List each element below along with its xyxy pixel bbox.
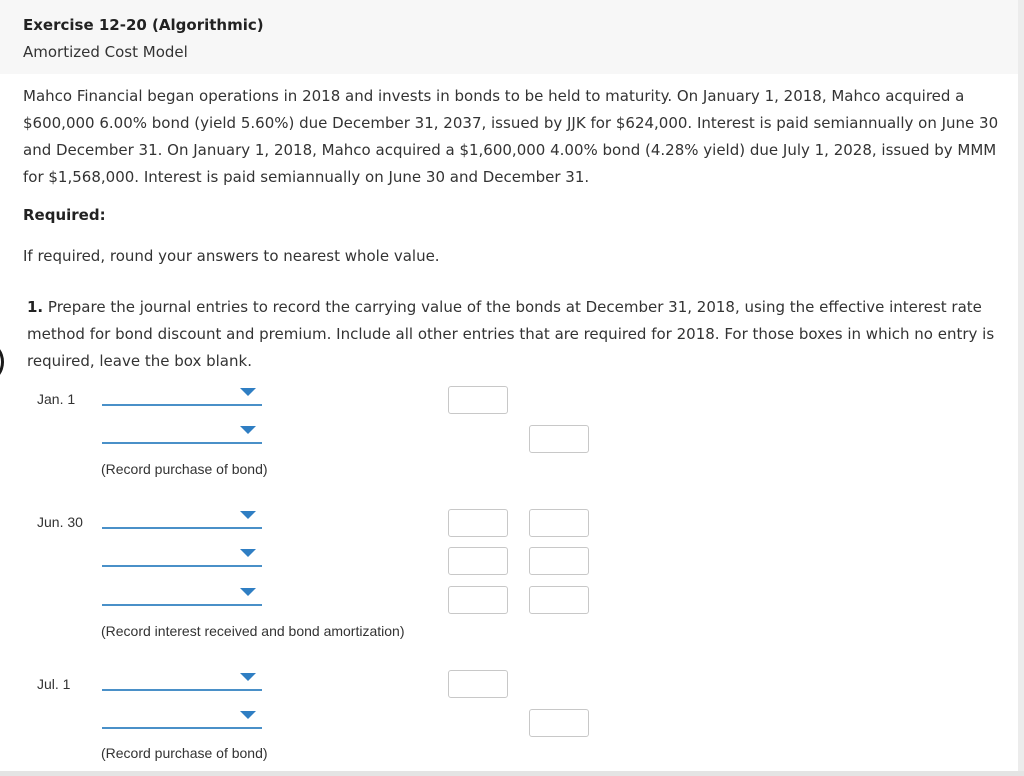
rounding-note: If required, round your answers to nearest whole value. [23,247,440,265]
question-instruction [27,294,1012,375]
account-select-jul-1-debit[interactable] [102,669,262,691]
question-number: 1. [27,298,44,316]
chevron-down-icon [240,549,256,557]
entry-date-jan-1: Jan. 1 [37,391,76,407]
entry-memo-jul-1: (Record purchase of bond) [101,745,268,761]
credit-amount-jan-1[interactable] [529,425,589,453]
entry-memo-jun-30: (Record interest received and bond amortization) [101,623,405,639]
required-label: Required: [23,206,106,224]
account-select-jun-30-line-1[interactable] [102,507,262,529]
entry-memo-jan-1: (Record purchase of bond) [101,461,268,477]
debit-amount-jan-1[interactable] [448,386,508,414]
account-select-jun-30-line-2[interactable] [102,545,262,567]
chevron-down-icon [240,511,256,519]
account-select-jun-30-line-3[interactable] [102,584,262,606]
problem-statement: Mahco Financial began operations in 2018 and invests in bonds to be held to maturity. On January 1, 2018, Mahco acquired a $600,000 6.00% bond (yield 5.60%) due December 31, 2037, issued by JJK for $624,000. Interest is paid semiannually on June 30 and December 31. On January 1, 2018, Mahco acquired a $1,600,000 4.00% bond (4.28% yield) due July 1, 2028, issued by MMM for $1,568,000. Interest is paid semiannually on June 30 and December 31. [23,87,999,186]
question-text: Prepare the journal entries to record the carrying value of the bonds at December 31, 2018, using the effective interest rate method for bond discount and premium. Include all other entries that are required for 2018. For those boxes in which no entry is required, leave the box blank. [27,298,995,370]
chevron-down-icon [240,673,256,681]
chevron-down-icon [240,426,256,434]
entry-date-jul-1: Jul. 1 [37,676,71,692]
chevron-down-icon [240,711,256,719]
credit-amount-jul-1[interactable] [529,709,589,737]
chevron-down-icon [240,388,256,396]
bottom-border [0,771,1024,776]
header-background [0,0,1024,74]
entry-date-jun-30: Jun. 30 [37,514,83,530]
side-navigation-arc [0,343,4,381]
debit-amount-jun-30-line-3[interactable] [448,586,508,614]
debit-amount-jul-1[interactable] [448,670,508,698]
credit-amount-jun-30-line-1[interactable] [529,509,589,537]
chevron-down-icon [240,588,256,596]
exercise-title: Exercise 12-20 (Algorithmic) [23,16,264,34]
credit-amount-jun-30-line-3[interactable] [529,586,589,614]
account-select-jan-1-debit[interactable] [102,384,262,406]
scrollbar-track[interactable] [1018,0,1024,776]
debit-amount-jun-30-line-1[interactable] [448,509,508,537]
exercise-subtitle: Amortized Cost Model [23,43,188,61]
account-select-jul-1-credit[interactable] [102,707,262,729]
debit-amount-jun-30-line-2[interactable] [448,547,508,575]
account-select-jan-1-credit[interactable] [102,422,262,444]
credit-amount-jun-30-line-2[interactable] [529,547,589,575]
